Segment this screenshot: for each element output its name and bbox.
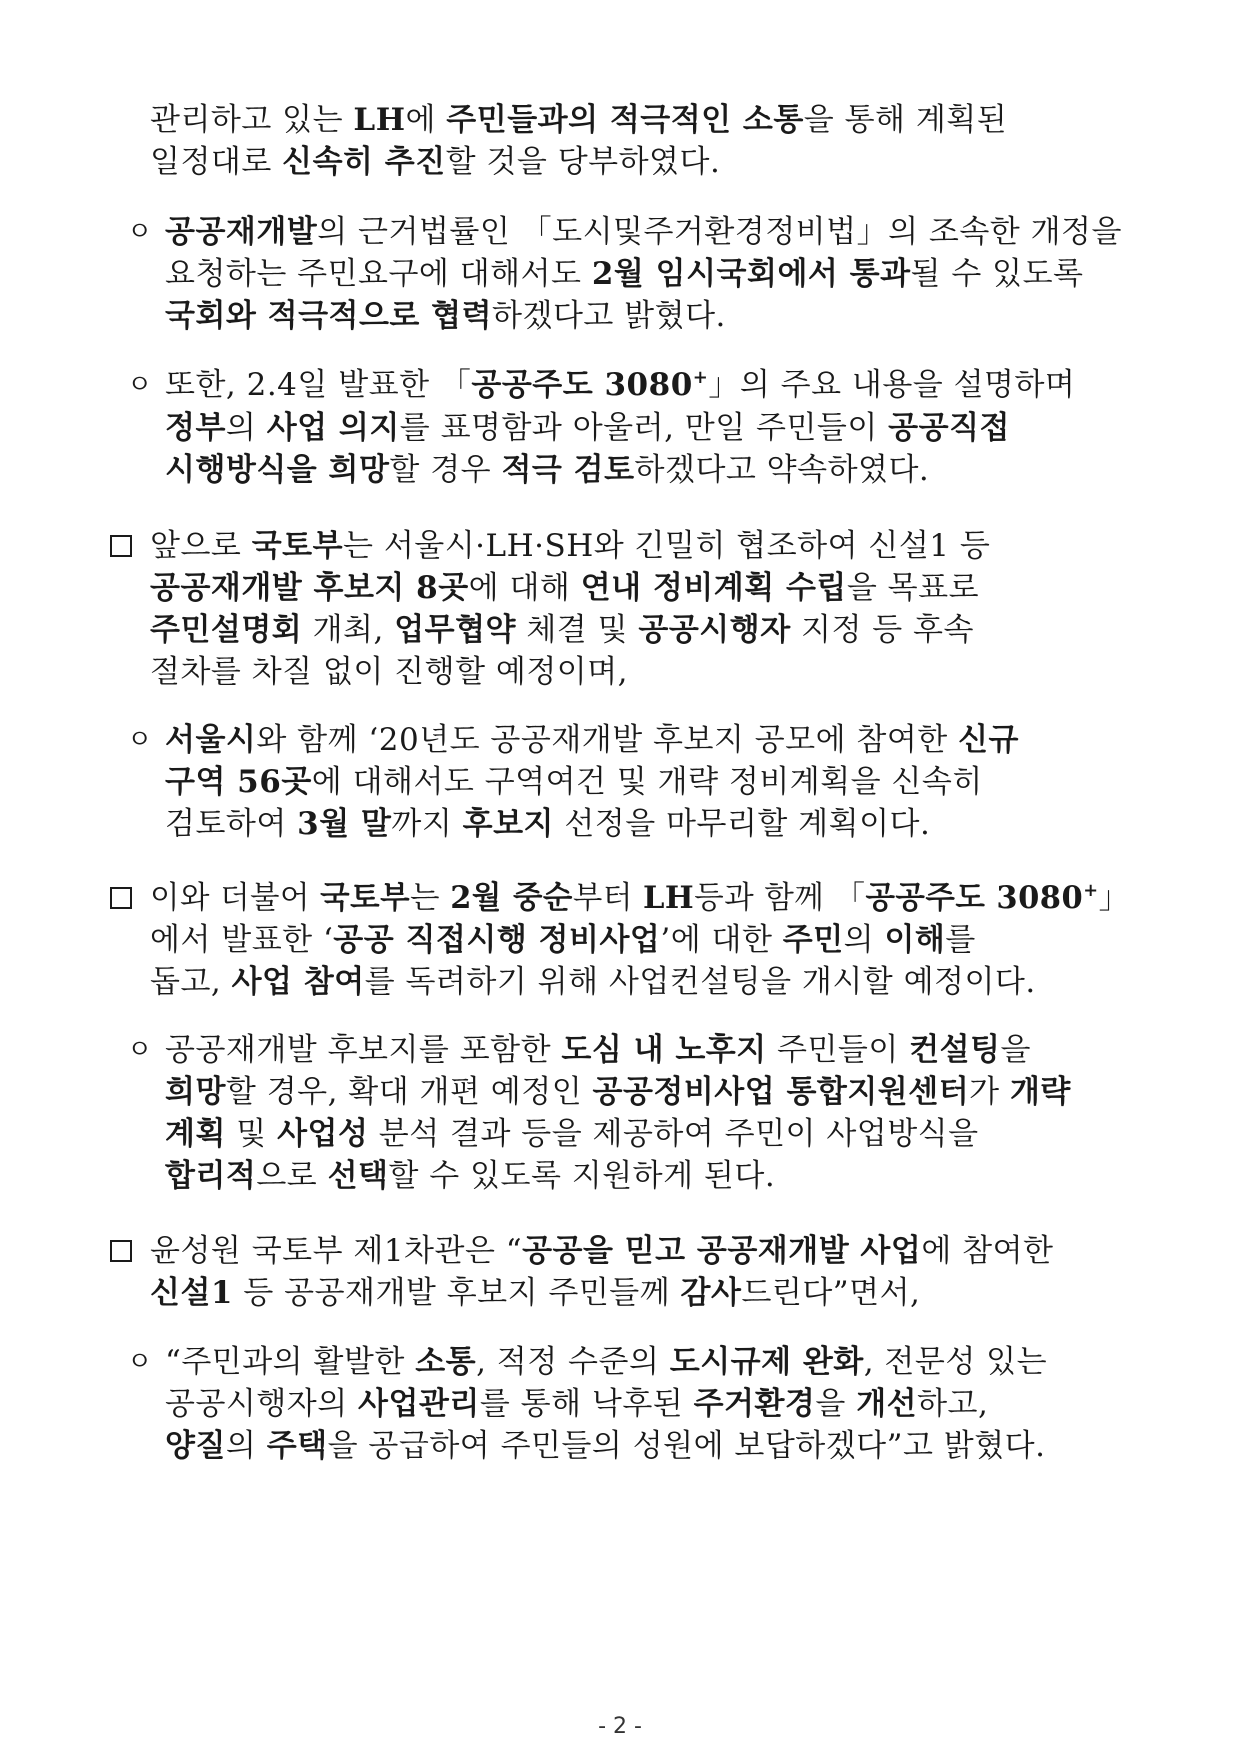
text-run: 을 공급하여 주민들의 성원에 보답하겠다”고 밝혔다. xyxy=(327,1428,1046,1464)
text-run: 또한, 2.4일 발표한 「 xyxy=(165,367,472,403)
body-line xyxy=(165,1028,1031,1072)
bold-text: 사업 의지 xyxy=(266,410,400,446)
text-run: 개최, xyxy=(302,612,395,648)
bold-text: 사업성 xyxy=(277,1116,369,1152)
bold-text: 계획 xyxy=(165,1116,226,1152)
text-run: 공공재개발 후보지를 포함한 xyxy=(165,1032,562,1068)
text-run: 할 것을 당부하였다. xyxy=(445,144,721,180)
text-run: 앞으로 xyxy=(150,528,252,564)
bold-text: 3월 말 xyxy=(297,806,392,842)
text-run: 을 통해 계획된 xyxy=(803,102,1008,138)
text-run: 이와 더불어 xyxy=(150,880,321,916)
text-run: 부터 xyxy=(572,880,643,916)
body-line xyxy=(150,650,628,694)
text-run: “주민과의 활발한 xyxy=(165,1344,416,1380)
bullet-marker: ㅇ xyxy=(127,217,153,247)
body-line xyxy=(165,1424,1045,1468)
bold-text: 공공 직접시행 정비사업 xyxy=(333,922,661,958)
body-line xyxy=(150,98,1007,142)
text-run: 의 근거법률인 「도시및주거환경정비법」의 조속한 개정을 xyxy=(317,214,1122,250)
text-run: 는 xyxy=(410,880,451,916)
bold-text: 시행방식을 희망 xyxy=(165,452,390,488)
bold-text: 공공을 믿고 공공재개발 사업 xyxy=(522,1233,922,1269)
bold-text: 주거환경 xyxy=(693,1386,816,1422)
body-line xyxy=(150,960,1036,1004)
bullet-marker: ㅇ xyxy=(127,1347,153,1377)
checkbox-marker-icon xyxy=(110,535,132,557)
bold-text: 구역 56곳 xyxy=(165,764,312,800)
bold-text: 서울시 xyxy=(165,722,257,758)
text-run: 일정대로 xyxy=(150,144,283,180)
bold-text: 희망 xyxy=(165,1074,226,1110)
bold-text: 소통 xyxy=(415,1344,477,1380)
body-line xyxy=(165,1112,979,1156)
bold-text: 공공시행자 xyxy=(638,612,791,648)
text-run: 할 경우 xyxy=(389,452,502,488)
text-run: 하겠다고 약속하였다. xyxy=(634,452,930,488)
bold-text: 공공재개발 후보지 8곳 xyxy=(150,570,469,606)
bold-text: 공공정비사업 통합지원센터 xyxy=(592,1074,970,1110)
bold-text: 신규 xyxy=(958,722,1020,758)
text-run: 에 xyxy=(405,102,447,138)
bold-text: LH xyxy=(642,880,695,916)
bold-text: 2월 중순 xyxy=(450,880,573,916)
body-line xyxy=(165,1070,1071,1114)
body-line xyxy=(150,1271,920,1315)
body-line xyxy=(165,802,930,846)
text-run: 할 경우, 확대 개편 예정인 xyxy=(225,1074,593,1110)
body-line xyxy=(165,363,1075,407)
bold-text: 컨설팅 xyxy=(909,1032,1001,1068)
bold-text: 국토부 xyxy=(320,880,411,916)
bullet-marker: ㅇ xyxy=(127,725,153,755)
text-run: 주민들이 xyxy=(766,1032,910,1068)
text-run: 」 xyxy=(1098,880,1130,916)
bold-text: 국토부 xyxy=(251,528,344,564)
text-run: 를 통해 낙후된 xyxy=(479,1386,694,1422)
text-run: 체결 및 xyxy=(516,612,639,648)
bold-text: + xyxy=(1083,880,1099,901)
text-run: 의 xyxy=(225,410,267,446)
text-run: 지정 등 후속 xyxy=(790,612,974,648)
body-line xyxy=(165,1154,775,1198)
bold-text: 선택 xyxy=(327,1158,389,1194)
body-line xyxy=(150,876,1130,920)
bullet-marker: ㅇ xyxy=(127,370,153,400)
bold-text: 주민들과의 적극적인 소통 xyxy=(446,102,804,138)
text-run: 윤성원 국토부 제1차관은 “ xyxy=(150,1233,523,1269)
bold-text: 사업 참여 xyxy=(231,964,365,1000)
text-run: 의 xyxy=(225,1428,267,1464)
text-run: 절차를 차질 없이 진행할 예정이며, xyxy=(150,654,629,690)
text-run: 와 함께 ‘20년도 공공재개발 후보지 공모에 참여한 xyxy=(256,722,959,758)
text-run: 을 xyxy=(1000,1032,1031,1068)
bold-text: 도심 내 노후지 xyxy=(561,1032,767,1068)
bold-text: 감사 xyxy=(680,1275,742,1311)
bold-text: 양질 xyxy=(165,1428,226,1464)
text-run: 분석 결과 등을 제공하여 주민이 사업방식을 xyxy=(368,1116,979,1152)
bold-text: 공공직접 xyxy=(888,410,1010,446)
body-line xyxy=(150,918,976,962)
text-run: 할 수 있도록 지원하게 된다. xyxy=(388,1158,776,1194)
body-line xyxy=(165,210,1122,254)
checkbox-marker-icon xyxy=(110,887,132,909)
bold-text: 합리적 xyxy=(165,1158,257,1194)
text-run: 는 서울시·LH·SH와 긴밀히 협조하여 신설1 등 xyxy=(343,528,991,564)
bold-text: 주민 xyxy=(782,922,844,958)
body-line xyxy=(165,760,983,804)
text-run: 에서 발표한 ‘ xyxy=(150,922,334,958)
body-line xyxy=(165,294,726,338)
text-run: 관리하고 있는 xyxy=(150,102,354,138)
text-run: 하겠다고 밝혔다. xyxy=(492,298,726,334)
bold-text: 후보지 xyxy=(462,806,554,842)
text-run: 을 목표로 xyxy=(846,570,980,606)
text-run: 드린다”면서, xyxy=(741,1275,921,1311)
bold-text: 공공주도 3080 xyxy=(865,880,1084,916)
checkbox-marker-icon xyxy=(110,1240,132,1262)
bold-text: 신속히 추진 xyxy=(282,144,446,180)
body-line xyxy=(165,718,1019,762)
text-run: , 전문성 있는 xyxy=(863,1344,1048,1380)
text-run: 공공시행자의 xyxy=(165,1386,359,1422)
body-line xyxy=(150,524,990,568)
text-run: 에 참여한 xyxy=(921,1233,1054,1269)
text-run: 하고, xyxy=(917,1386,989,1422)
text-run: , 적정 수준의 xyxy=(476,1344,670,1380)
bold-text: 이해 xyxy=(884,922,946,958)
text-run: 를 표명함과 아울러, 만일 주민들이 xyxy=(399,410,889,446)
text-run: 에 대해 xyxy=(468,570,581,606)
bold-text: 정부 xyxy=(165,410,226,446)
text-run: 선정을 마무리할 계획이다. xyxy=(554,806,931,842)
body-line xyxy=(165,406,1010,450)
text-run: 으로 xyxy=(256,1158,328,1194)
body-line xyxy=(165,1382,988,1426)
body-line xyxy=(150,140,720,184)
text-run: 까지 xyxy=(391,806,463,842)
text-run: 」의 주요 내용을 설명하며 xyxy=(708,367,1076,403)
bold-text: + xyxy=(692,367,709,388)
bold-text: 업무협약 xyxy=(394,612,516,648)
bold-text: 주택 xyxy=(266,1428,328,1464)
text-run: ’에 대한 xyxy=(660,922,783,958)
bold-text: 연내 정비계획 수립 xyxy=(580,570,847,606)
bold-text: 적극 검토 xyxy=(501,452,635,488)
text-run: 등과 함께 「 xyxy=(694,880,866,916)
bold-text: 2월 임시국회에서 통과 xyxy=(591,256,911,292)
body-line xyxy=(150,566,979,610)
text-run: 검토하여 xyxy=(165,806,298,842)
text-run: 를 독려하기 위해 사업컨설팅을 개시할 예정이다. xyxy=(364,964,1036,1000)
bold-text: 공공주도 3080 xyxy=(471,367,693,403)
text-run: 를 xyxy=(945,922,976,958)
text-run: 을 xyxy=(815,1386,857,1422)
bold-text: 공공재개발 xyxy=(165,214,318,250)
bold-text: LH xyxy=(353,102,406,138)
body-line xyxy=(150,608,974,652)
body-line xyxy=(165,1340,1047,1384)
bullet-marker: ㅇ xyxy=(127,1035,153,1065)
page-number: - 2 - xyxy=(598,1714,642,1739)
bold-text: 개선 xyxy=(856,1386,918,1422)
text-run: 될 수 있도록 xyxy=(910,256,1084,292)
text-run: 의 xyxy=(843,922,885,958)
bold-text: 국회와 적극적으로 협력 xyxy=(165,298,493,334)
text-run: 등 공공재개발 후보지 주민들께 xyxy=(232,1275,681,1311)
text-run: 및 xyxy=(225,1116,278,1152)
body-line xyxy=(165,252,1083,296)
bold-text: 개략 xyxy=(1009,1074,1071,1110)
body-line xyxy=(150,1229,1053,1273)
bold-text: 신설1 xyxy=(150,1275,233,1311)
text-run: 가 xyxy=(969,1074,1010,1110)
bold-text: 주민설명회 xyxy=(150,612,303,648)
text-run: 요청하는 주민요구에 대해서도 xyxy=(165,256,592,292)
text-run: 에 대해서도 구역여건 및 개략 정비계획을 신속히 xyxy=(311,764,983,800)
text-run: 돕고, xyxy=(150,964,232,1000)
body-line xyxy=(165,448,929,492)
bold-text: 도시규제 완화 xyxy=(669,1344,864,1380)
bold-text: 사업관리 xyxy=(358,1386,480,1422)
